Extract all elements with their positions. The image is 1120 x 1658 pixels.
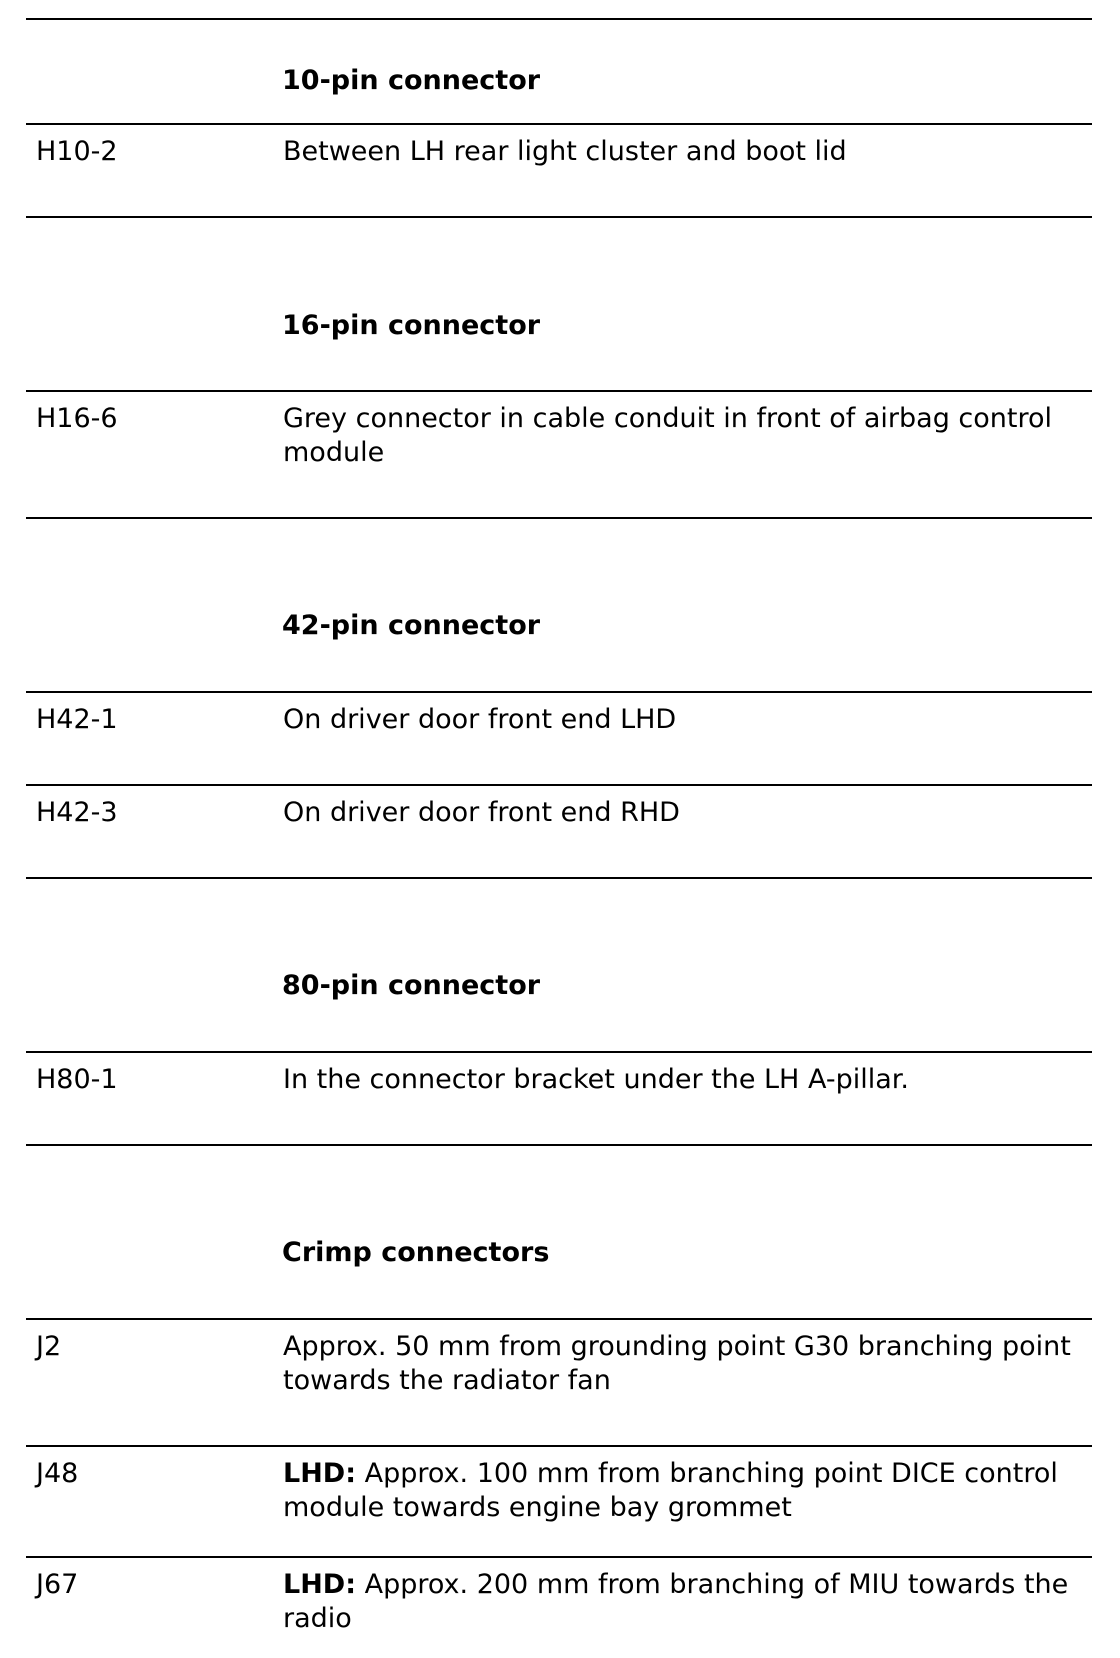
connector-location (283, 1568, 1083, 1636)
section-heading: 42-pin connector (282, 610, 541, 641)
table-rule (26, 123, 1092, 125)
table-rule (26, 691, 1092, 693)
table-rule (26, 517, 1092, 519)
section-heading: Crimp connectors (282, 1237, 550, 1268)
connector-location: On driver door front end RHD (283, 797, 680, 828)
table-rule (26, 1445, 1092, 1447)
table-rule (26, 1556, 1092, 1558)
location-text: Approx. 200 mm from branching of MIU towards the radio (283, 1569, 1069, 1634)
connector-location: Between LH rear light cluster and boot lid (283, 136, 847, 167)
lhd-prefix: LHD: (283, 1458, 357, 1489)
connector-code: H42-3 (36, 797, 118, 828)
table-rule (26, 390, 1092, 392)
table-rule (26, 1318, 1092, 1320)
connector-code: H10-2 (36, 136, 118, 167)
connector-code: J48 (36, 1458, 79, 1489)
connector-location: Grey connector in cable conduit in front of airbag control module (283, 403, 1053, 468)
table-rule (26, 1144, 1092, 1146)
connector-location: Approx. 50 mm from grounding point G30 branching point towards the radiator fan (283, 1331, 1071, 1396)
location-text: Approx. 100 mm from branching point DICE control module towards engine bay grommet (283, 1458, 1058, 1523)
connector-code: J67 (36, 1569, 79, 1600)
section-heading: 10-pin connector (282, 65, 541, 96)
table-rule (26, 1051, 1092, 1053)
table-rule (26, 216, 1092, 218)
lhd-prefix: LHD: (283, 1569, 357, 1600)
connector-location (283, 1457, 1083, 1525)
table-rule (26, 18, 1092, 20)
connector-code: H42-1 (36, 704, 118, 735)
connector-location: On driver door front end LHD (283, 704, 677, 735)
section-heading: 16-pin connector (282, 310, 541, 341)
table-rule (26, 784, 1092, 786)
connector-code: H16-6 (36, 403, 118, 434)
table-rule (26, 877, 1092, 879)
connector-code: H80-1 (36, 1064, 118, 1095)
connector-code: J2 (36, 1331, 62, 1362)
connector-location: In the connector bracket under the LH A-pillar. (283, 1064, 909, 1095)
section-heading: 80-pin connector (282, 970, 541, 1001)
